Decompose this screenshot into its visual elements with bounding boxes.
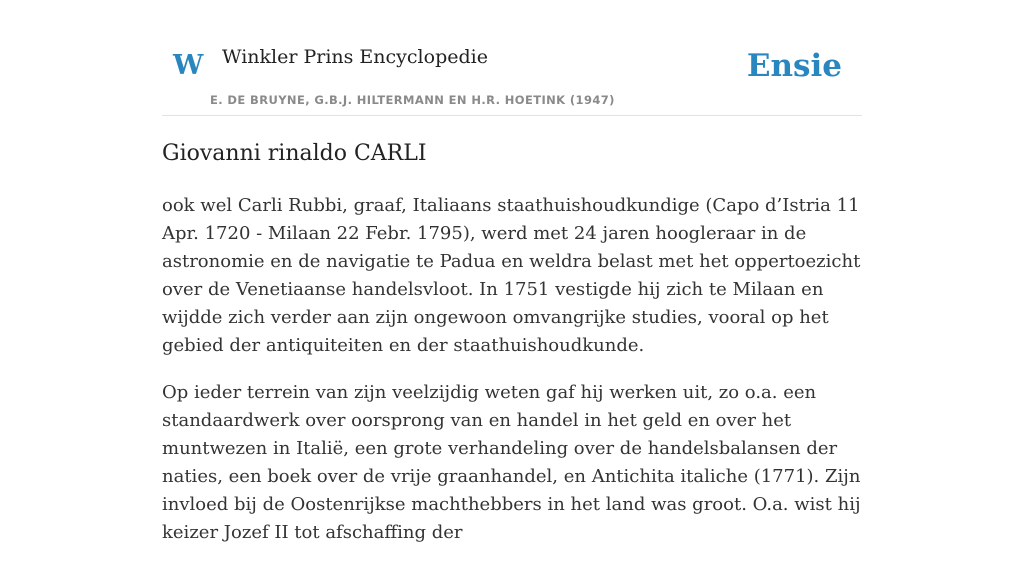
article-body xyxy=(162,192,862,566)
article-paragraph: ook wel Carli Rubbi, graaf, Italiaans staathuishoudkundige (Capo d’Istria 11 Apr. 1720 - Milaan 22 Febr. 1795), werd met 24 jaren hoogleraar in de astronomie en de navigatie te Padua en weldra belast met het oppertoezicht over de Venetiaanse handelsvloot. In 1751 vestigde hij zich te Milaan en wijdde zich verder aan zijn ongewoon omvangrijke studies, vooral op het gebied der antiquiteiten en der staathuishoudkunde. xyxy=(162,195,861,356)
source-authors: E. DE BRUYNE, G.B.J. HILTERMANN EN H.R. HOETINK (1947) xyxy=(210,93,615,107)
winkler-prins-logo[interactable]: W xyxy=(173,50,204,81)
source-header xyxy=(162,0,862,116)
ensie-logo[interactable]: Ensie xyxy=(746,48,842,84)
source-title[interactable]: Winkler Prins Encyclopedie xyxy=(222,46,488,68)
article-paragraph: Op ieder terrein van zijn veelzijdig weten gaf hij werken uit, zo o.a. een standaardwerk over oorsprong van en handel in het geld en over het muntwezen in Italië, een grote verhandeling over de handelsbalansen der naties, een boek over de vrije graanhandel, en Antichita italiche (1771). Zijn invloed bij de Oostenrijkse machthebbers in het land was groot. O.a. wist hij keizer Jozef II tot afschaffing der xyxy=(162,382,861,543)
article-title: Giovanni rinaldo CARLI xyxy=(162,141,427,166)
